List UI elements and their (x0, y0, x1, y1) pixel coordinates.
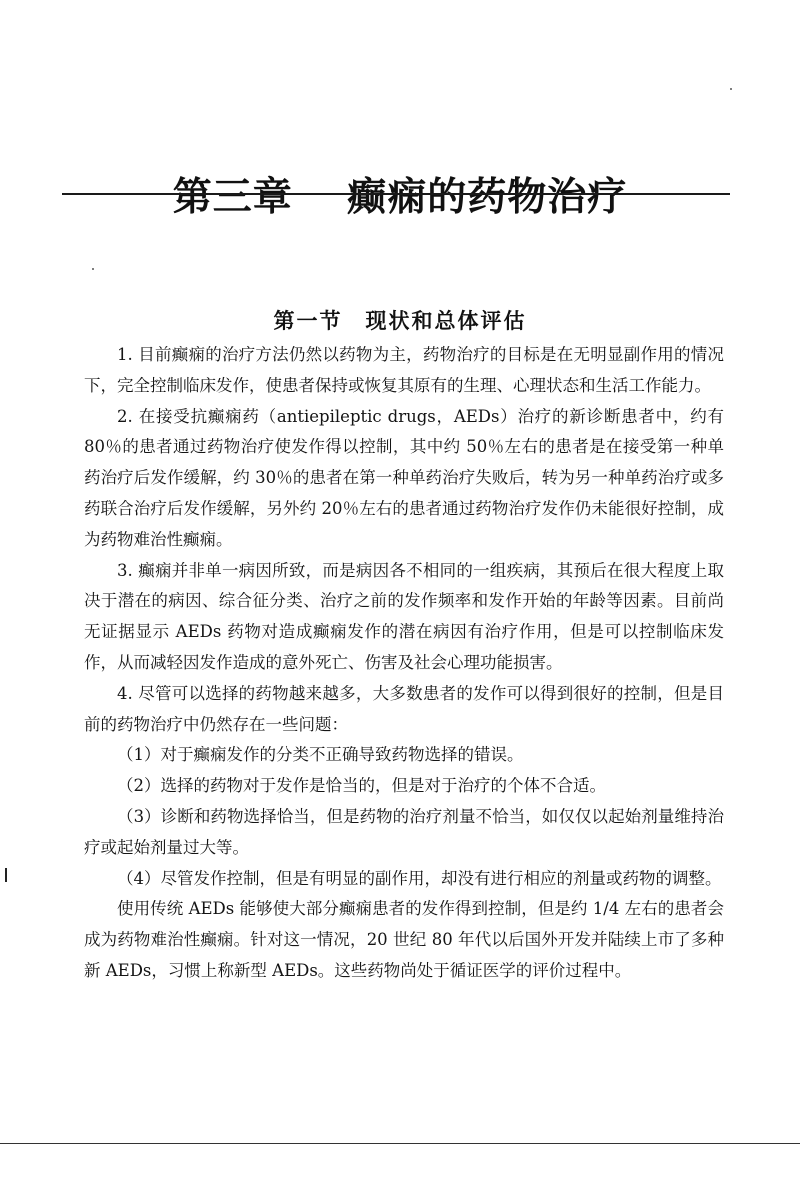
paragraph-2: 2. 在接受抗癫痫药（antiepileptic drugs，AEDs）治疗的新诊断患者中，约有 80％的患者通过药物治疗使发作得以控制，其中约 50％左右的患者是在接受第一种单药治疗后发作缓解，约 30％的患者在第一种单药治疗失败后，转为另一种单药治疗或多药联合治疗后发作缓解，另外约 20％左右的患者通过药物治疗发作仍未能很好控制，成为药物难治性癫痫。 (84, 406, 724, 549)
paragraph-3: 3. 癫痫并非单一病因所致，而是病因各不相同的一组疾病，其预后在很大程度上取决于潜在的病因、综合征分类、治疗之前的发作频率和发作开始的年龄等因素。目前尚无证据显示 AEDs 药物对造成癫痫发作的潜在病因有治疗作用，但是可以控制临床发作，从而减轻因发作造成的意外死亡、伤害及社会心理功能损害。 (84, 560, 724, 672)
scan-speck (92, 268, 94, 270)
list-item-3: （3）诊断和药物选择恰当，但是药物的治疗剂量不恰当，如仅仅以起始剂量维持治疗或起始剂量过大等。 (84, 806, 724, 857)
paragraph-1: 1. 目前癫痫的治疗方法仍然以药物为主，药物治疗的目标是在无明显副作用的情况下，完全控制临床发作，使患者保持或恢复其原有的生理、心理状态和生活工作能力。 (84, 345, 724, 395)
list-item-1: （1）对于癫痫发作的分类不正确导致药物选择的错误。 (117, 745, 524, 765)
list-item-2: （2）选择的药物对于发作是恰当的，但是对于治疗的个体不合适。 (117, 776, 606, 796)
scan-speck (730, 88, 732, 90)
list-item-4: （4）尽管发作控制，但是有明显的副作用，却没有进行相应的剂量或药物的调整。 (117, 868, 722, 888)
section-title: 第一节 现状和总体评估 (273, 308, 527, 334)
paragraph-5: 使用传统 AEDs 能够使大部分癫痫患者的发作得到控制，但是约 1/4 左右的患者会成为药物难治性癫痫。针对这一情况，20 世纪 80 年代以后国外开发并陆续上市了多种新 AEDs，习惯上称新型 AEDs。这些药物尚处于循证医学的评价过程中。 (84, 899, 724, 980)
chapter-title: 第三章 癫痫的药物治疗 (172, 175, 628, 221)
body-text (84, 340, 724, 987)
chapter-title-rule (62, 193, 730, 195)
page-bottom-rule (0, 1143, 800, 1144)
scan-margin-mark (5, 868, 7, 882)
paragraph-4: 4. 尽管可以选择的药物越来越多，大多数患者的发作可以得到很好的控制，但是目前的药物治疗中仍然存在一些问题： (84, 683, 724, 734)
